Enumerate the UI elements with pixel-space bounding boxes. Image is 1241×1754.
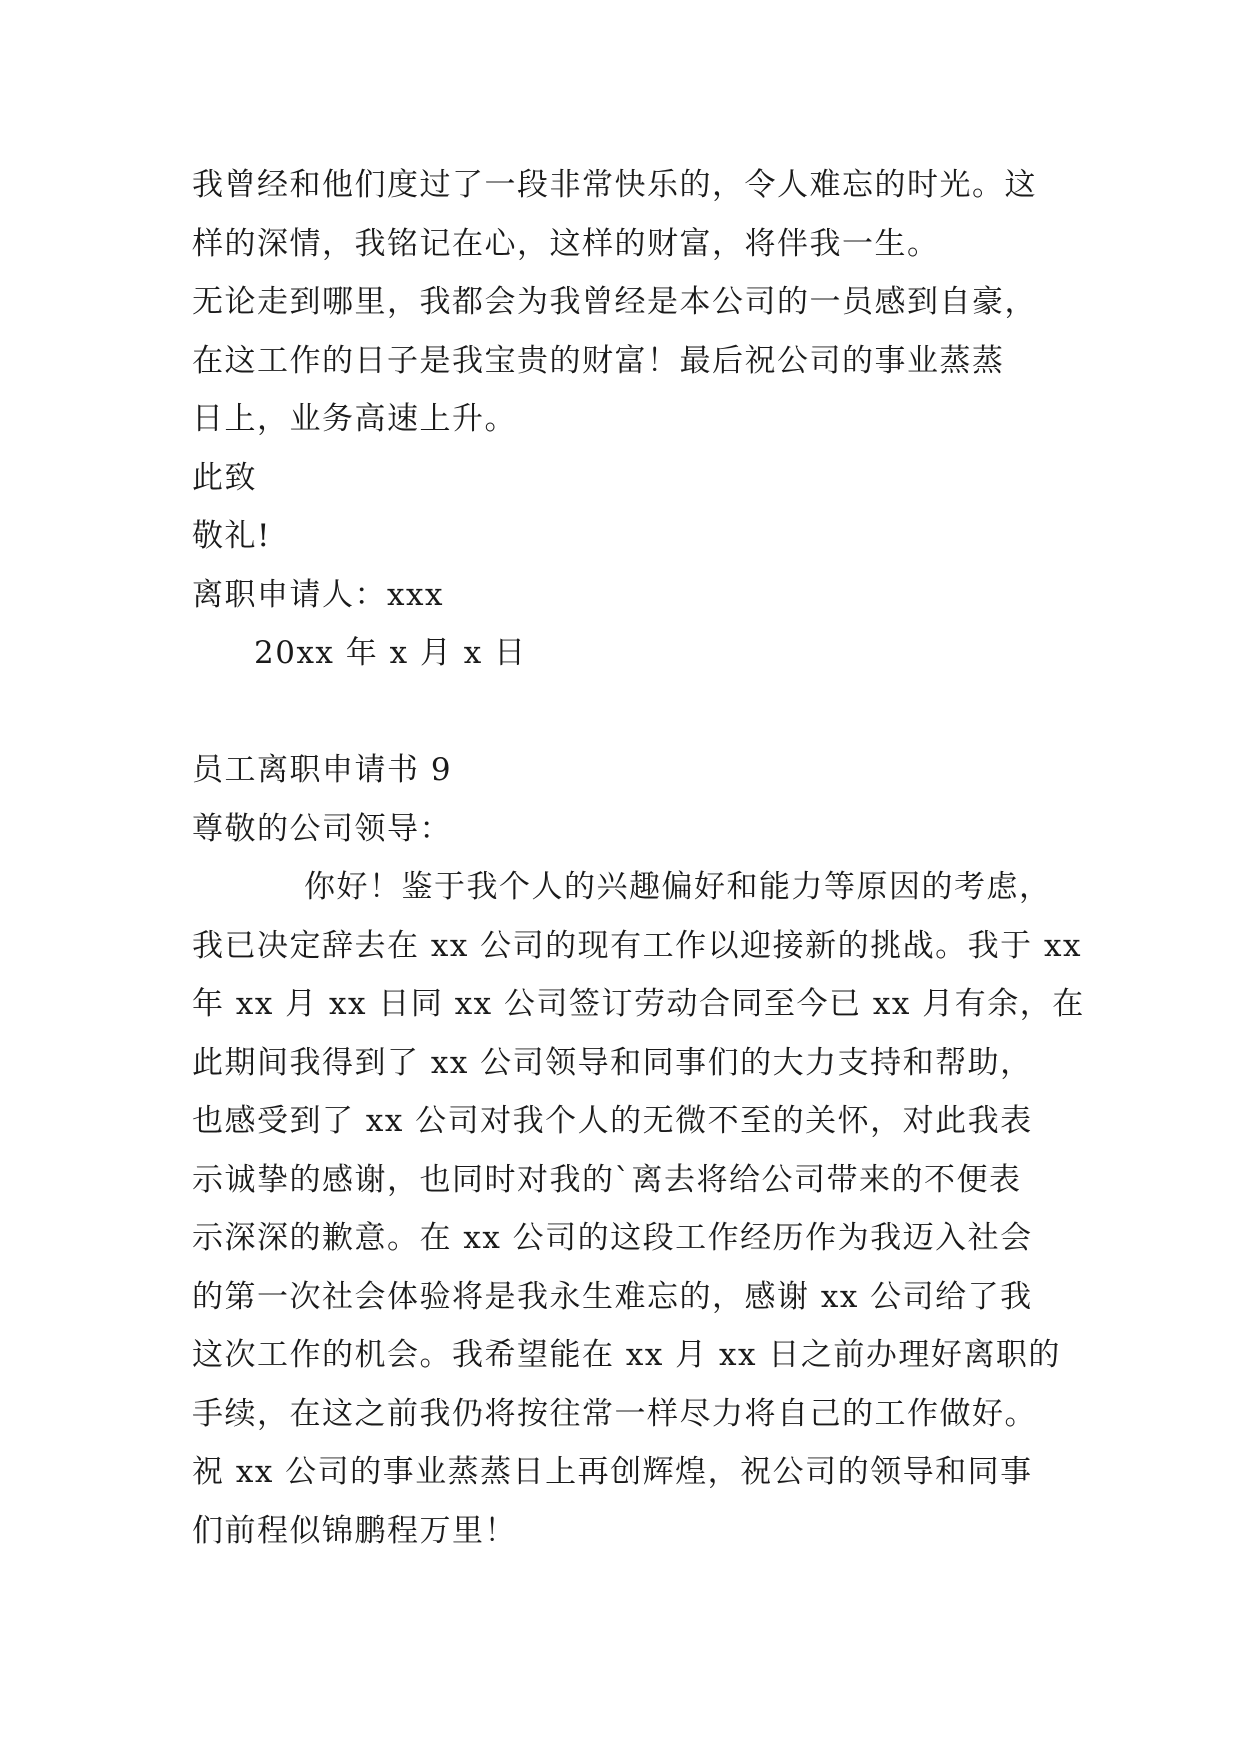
paragraph-line: 此期间我得到了 xx 公司领导和同事们的大力支持和帮助， (192, 1044, 1033, 1081)
salutation: 此致 (192, 459, 257, 496)
paragraph-line: 祝 xx 公司的事业蒸蒸日上再创辉煌，祝公司的领导和同事 (192, 1454, 1033, 1490)
greeting: 尊敬的公司领导： (192, 810, 452, 847)
paragraph-line: 也感受到了 xx 公司对我个人的无微不至的关怀，对此我表 (192, 1103, 1033, 1139)
paragraph-line: 日上，业务高速上升。 (192, 401, 517, 437)
regards: 敬礼! (192, 518, 271, 554)
section-title: 员工离职申请书 9 (192, 752, 453, 788)
paragraph-line: 我曾经和他们度过了一段非常快乐的，令人难忘的时光。这 (192, 167, 1037, 203)
paragraph-line: 们前程似锦鹏程万里！ (192, 1512, 517, 1549)
paragraph-line: 样的深情，我铭记在心，这样的财富，将伴我一生。 (192, 225, 940, 262)
paragraph-line: 示深深的歉意。在 xx 公司的这段工作经历作为我迈入社会 (192, 1220, 1033, 1256)
blank-line (192, 683, 1082, 742)
paragraph-first-line: 你好！鉴于我个人的兴趣偏好和能力等原因的考虑， (304, 869, 1052, 905)
paragraph-line: 手续，在这之前我仍将按往常一样尽力将自己的工作做好。 (192, 1395, 1037, 1432)
paragraph-line: 在这工作的日子是我宝贵的财富！最后祝公司的事业蒸蒸 (192, 342, 1005, 379)
applicant-signature: 离职申请人：xxx (192, 576, 444, 613)
paragraph-line: 示诚挚的感谢，也同时对我的`离去将给公司带来的不便表 (192, 1161, 1022, 1198)
paragraph-line: 我已决定辞去在 xx 公司的现有工作以迎接新的挑战。我于 xx (192, 927, 1082, 964)
paragraph-line: 年 xx 月 xx 日同 xx 公司签订劳动合同至今已 xx 月有余，在 (192, 986, 1085, 1022)
document-body (192, 156, 1085, 1560)
signature-date: 20xx 年 x 月 x 日 (254, 635, 527, 671)
paragraph-line: 这次工作的机会。我希望能在 xx 月 xx 日之前办理好离职的 (192, 1337, 1061, 1373)
paragraph-line: 无论走到哪里，我都会为我曾经是本公司的一员感到自豪， (192, 284, 1037, 320)
paragraph-line: 的第一次社会体验将是我永生难忘的，感谢 xx 公司给了我 (192, 1278, 1033, 1315)
